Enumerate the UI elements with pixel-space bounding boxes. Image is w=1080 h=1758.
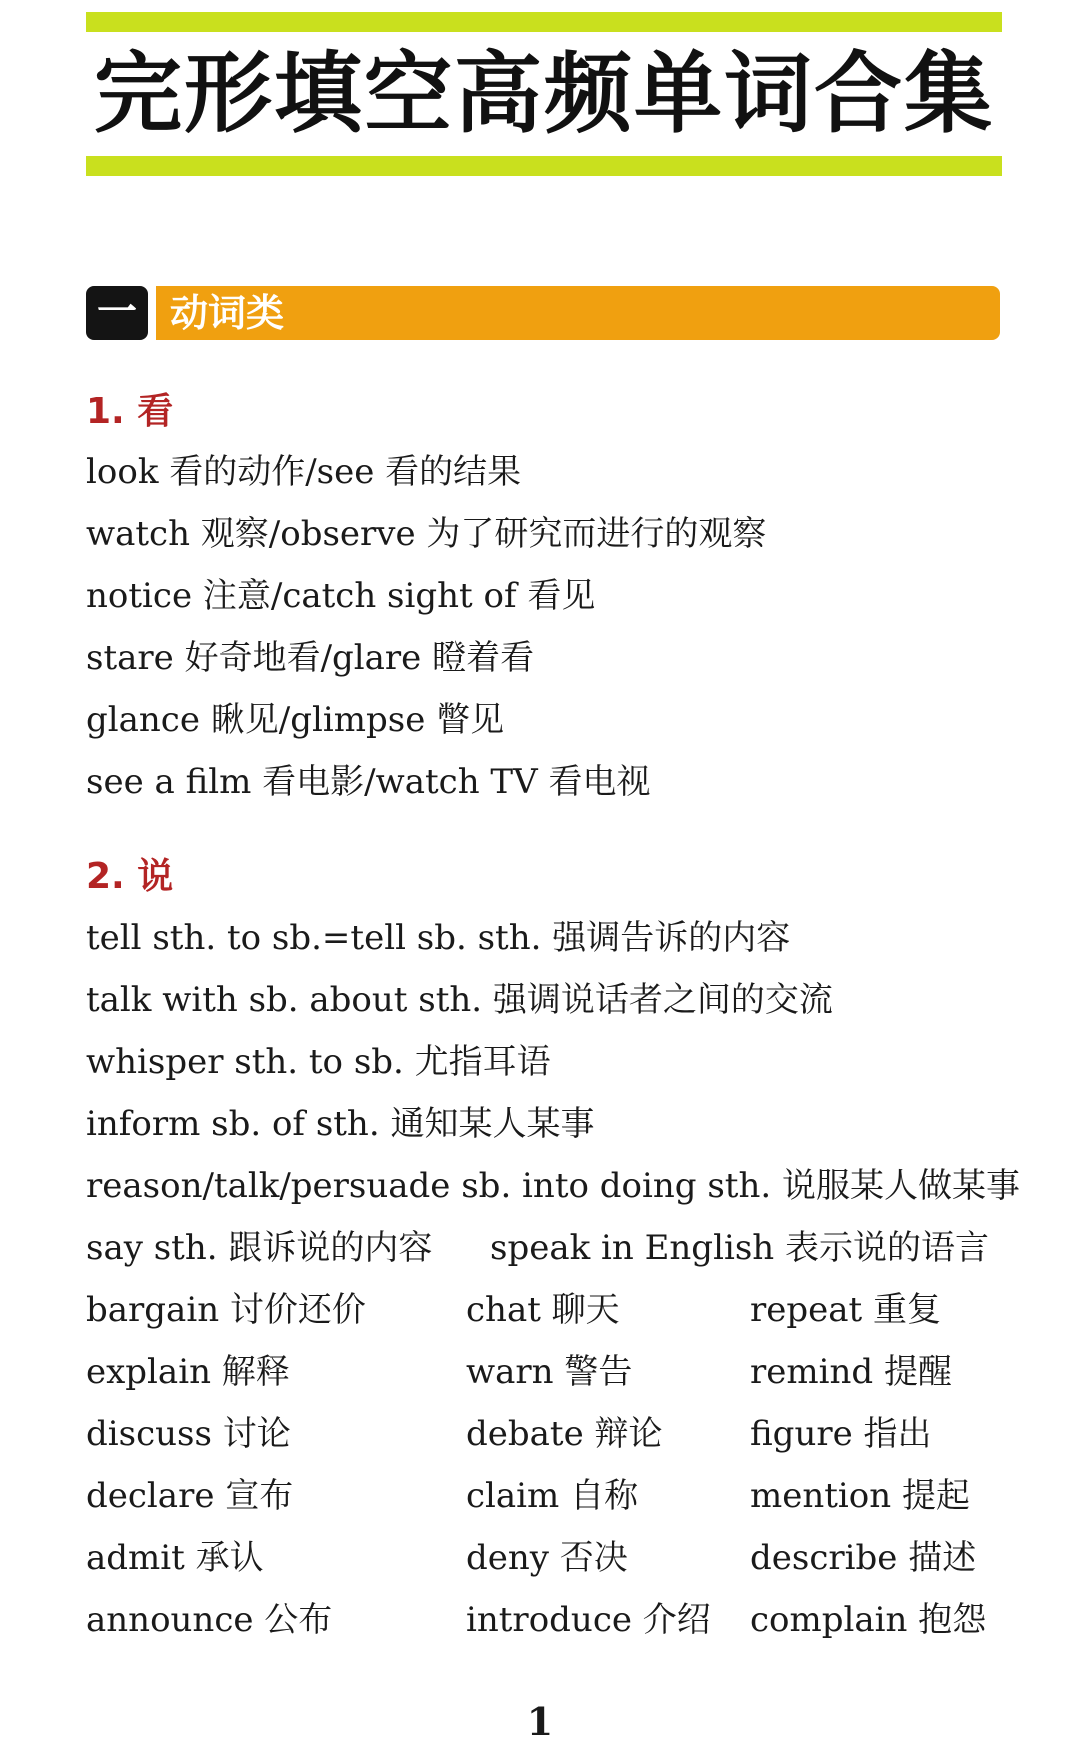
vocab-grid-cell: introduce 介绍 xyxy=(466,1600,711,1640)
vocab-grid-cell: figure 指出 xyxy=(750,1414,932,1454)
vocab-grid-cell: warn 警告 xyxy=(466,1352,633,1392)
vocab-grid-cell: complain 抱怨 xyxy=(750,1600,987,1640)
vocab-grid-cell: admit 承认 xyxy=(86,1538,264,1578)
section-bar xyxy=(156,286,1000,340)
vocab-grid-cell: mention 提起 xyxy=(750,1476,970,1516)
vocab-grid-cell: chat 聊天 xyxy=(466,1290,620,1330)
group-heading: 1. 看 xyxy=(86,391,174,432)
vocab-pair-right: speak in English 表示说的语言 xyxy=(490,1228,989,1268)
title-bottom-rule xyxy=(86,156,1002,176)
vocab-grid-cell: debate 辩论 xyxy=(466,1414,663,1454)
group-heading: 2. 说 xyxy=(86,856,174,897)
vocab-grid-cell: repeat 重复 xyxy=(750,1290,942,1330)
vocab-grid-cell: bargain 讨价还价 xyxy=(86,1290,366,1330)
vocab-line: watch 观察/observe 为了研究而进行的观察 xyxy=(86,514,767,554)
page-number: 1 xyxy=(526,1699,554,1744)
page-title: 完形填空高频单词合集 xyxy=(93,42,994,145)
section-header xyxy=(86,286,1000,340)
vocab-line: talk with sb. about sth. 强调说话者之间的交流 xyxy=(86,980,833,1020)
vocab-line: see a film 看电影/watch TV 看电视 xyxy=(86,762,651,802)
vocab-grid-cell: announce 公布 xyxy=(86,1600,333,1640)
vocab-line: inform sb. of sth. 通知某人某事 xyxy=(86,1104,595,1144)
vocab-grid-cell: claim 自称 xyxy=(466,1476,639,1516)
vocab-grid-cell: deny 否决 xyxy=(466,1538,628,1578)
section-label: 动词类 xyxy=(170,291,285,335)
vocab-line: notice 注意/catch sight of 看见 xyxy=(86,576,596,616)
vocab-grid-cell: describe 描述 xyxy=(750,1538,977,1578)
vocab-line: tell sth. to sb.=tell sb. sth. 强调告诉的内容 xyxy=(86,918,791,958)
vocab-grid-cell: discuss 讨论 xyxy=(86,1414,291,1454)
vocab-line: glance 瞅见/glimpse 瞥见 xyxy=(86,700,505,740)
vocab-line: whisper sth. to sb. 尤指耳语 xyxy=(86,1042,551,1082)
vocab-grid-cell: declare 宣布 xyxy=(86,1476,294,1516)
vocab-grid-cell: remind 提醒 xyxy=(750,1352,952,1392)
vocab-grid-cell: explain 解释 xyxy=(86,1352,290,1392)
vocab-pair-left: say sth. 跟诉说的内容 xyxy=(86,1228,433,1268)
vocab-line: look 看的动作/see 看的结果 xyxy=(86,452,522,492)
section-number: 一 xyxy=(86,286,148,340)
title-top-rule xyxy=(86,12,1002,32)
vocab-line: stare 好奇地看/glare 瞪着看 xyxy=(86,638,535,678)
title-banner xyxy=(86,12,1002,176)
vocab-line: reason/talk/persuade sb. into doing sth. 说服某人做某事 xyxy=(86,1166,1020,1206)
